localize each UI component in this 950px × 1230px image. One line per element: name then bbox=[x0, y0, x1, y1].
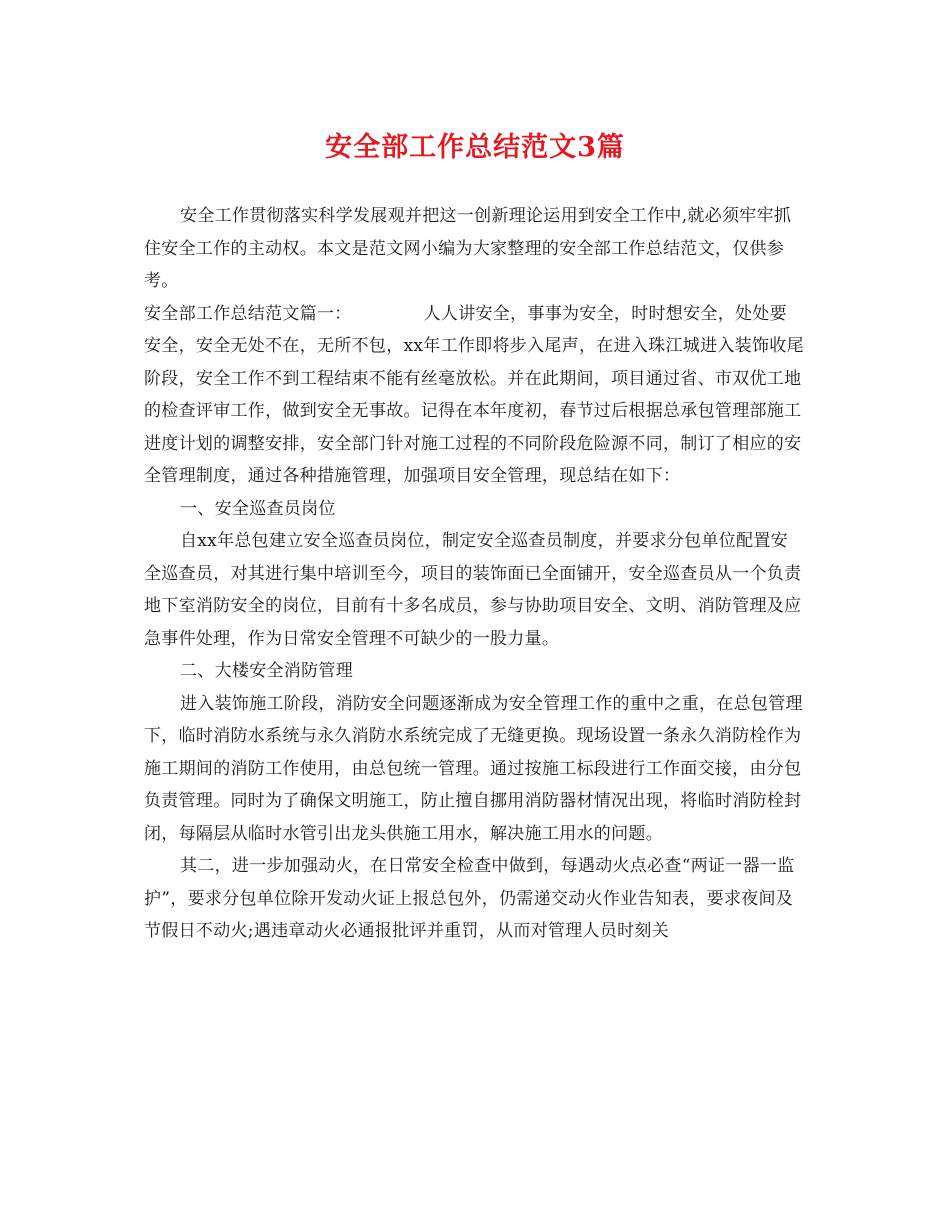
section-paragraph-3: 其二，进一步加强动火，在日常安全检查中做到，每遇动火点必查“两证一器一监护”，要求分包单位除开发动火证上报总包外，仍需递交动火作业告知表，要求夜间及节假日不动火;遇违章动火必通报批评并重罚，从而对管理人员时刻关 bbox=[144, 856, 795, 941]
article-one-text: 人人讲安全，事事为安全，时时想安全，处处要安全，安全无处不在，无所不包，xx年工作即将步入尾声，在进入珠江城进入装饰收尾阶段，安全工作不到工程结束不能有丝毫放松。并在此期间，项目通过省、市双优工地的检查评审工作，做到安全无事故。记得在本年度初，春节过后根据总承包管理部施工进度计划的调整安排，安全部门针对施工过程的不同阶段危险源不同，制订了相应的安全管理制度，通过各种措施管理，加强项目安全管理，现总结在如下： bbox=[144, 303, 804, 486]
section-paragraph-1: 自xx年总包建立安全巡查员岗位，制定安全巡查员制度，并要求分包单位配置安全巡查员，对其进行集中培训至今，项目的装饰面已全面铺开，安全巡查员从一个负责地下室消防安全的岗位，目前有十多名成员，参与协助项目安全、文明、消防管理及应急事件处理，作为日常安全管理不可缺少的一股力量。 bbox=[144, 531, 802, 649]
section-heading-2: 二、大楼安全消防管理 bbox=[180, 661, 353, 681]
article-one-label: 安全部工作总结范文篇一： bbox=[144, 303, 352, 324]
document-body bbox=[144, 200, 804, 948]
intro-paragraph: 安全工作贯彻落实科学发展观并把这一创新理论运用到安全工作中,就必须牢牢抓住安全工作的主动权。本文是范文网小编为大家整理的安全部工作总结范文，仅供参考。 bbox=[144, 206, 792, 291]
article-one-paragraph bbox=[144, 298, 804, 493]
section-heading-1: 一、安全巡查员岗位 bbox=[180, 498, 336, 519]
document-title: 安全部工作总结范文3篇 bbox=[325, 132, 625, 163]
section-paragraph-2: 进入装饰施工阶段，消防安全问题逐渐成为安全管理工作的重中之重，在总包管理下，临时消防水系统与永久消防水系统完成了无缝更换。现场设置一条永久消防栓作为施工期间的消防工作使用，由总包统一管理。通过按施工标段进行工作面交接，由分包负责管理。同时为了确保文明施工，防止擅自挪用消防器材情况出现，将临时消防栓封闭，每隔层从临时水管引出龙头供施工用水，解决施工用水的问题。 bbox=[144, 693, 803, 844]
